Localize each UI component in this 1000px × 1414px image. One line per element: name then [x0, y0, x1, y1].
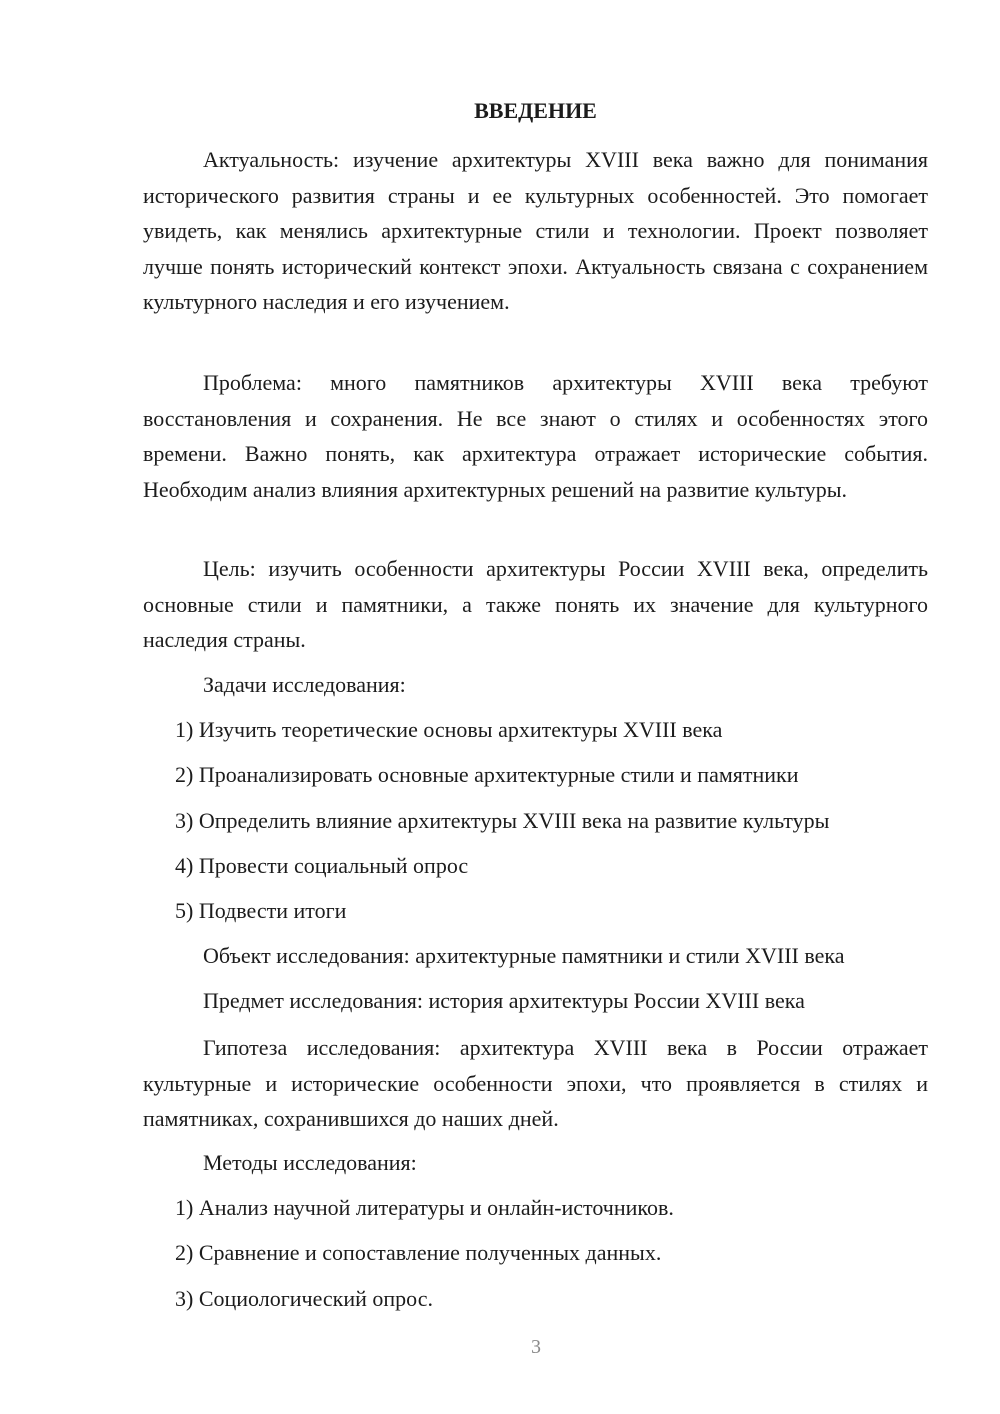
task-item-3: 3) Определить влияние архитектуры XVIII века на развитие культуры: [175, 808, 830, 833]
goal-paragraph: Цель: изучить особенности архитектуры России XVIII века, определить основные стили и памятники, а также понять их значение для культурного наследия страны.: [143, 556, 928, 652]
relevance-paragraph: Актуальность: изучение архитектуры XVIII века важно для понимания исторического развития страны и ее культурных особенностей. Это помогает увидеть, как менялись архитектурные стили и технологии. Проект позволяет лучше понять исторический контекст эпохи. Актуальность связана с сохранением культурного наследия и его изучением.: [143, 147, 928, 314]
research-object: Объект исследования: архитектурные памятники и стили XVIII века: [203, 943, 845, 968]
task-item-5: 5) Подвести итоги: [175, 898, 347, 923]
method-item-3: 3) Социологический опрос.: [175, 1286, 433, 1311]
hypothesis-paragraph: Гипотеза исследования: архитектура XVIII века в России отражает культурные и исторические особенности эпохи, что проявляется в стилях и памятниках, сохранившихся до наших дней.: [143, 1035, 928, 1131]
problem-paragraph: Проблема: много памятников архитектуры XVIII века требуют восстановления и сохранения. Не все знают о стилях и особенностях этого времени. Важно понять, как архитектура отражает исторические события. Необходим анализ влияния архитектурных решений на развитие культуры.: [143, 370, 928, 502]
method-item-1: 1) Анализ научной литературы и онлайн-источников.: [175, 1195, 674, 1220]
page-number: 3: [531, 1336, 541, 1358]
tasks-heading: Задачи исследования:: [203, 672, 406, 697]
section-title: ВВЕДЕНИЕ: [474, 98, 597, 123]
methods-heading: Методы исследования:: [203, 1150, 417, 1175]
task-item-2: 2) Проанализировать основные архитектурные стили и памятники: [175, 762, 799, 787]
research-subject: Предмет исследования: история архитектуры России XVIII века: [203, 988, 805, 1013]
task-item-1: 1) Изучить теоретические основы архитектуры XVIII века: [175, 717, 723, 742]
task-item-4: 4) Провести социальный опрос: [175, 853, 469, 878]
method-item-2: 2) Сравнение и сопоставление полученных данных.: [175, 1240, 662, 1265]
